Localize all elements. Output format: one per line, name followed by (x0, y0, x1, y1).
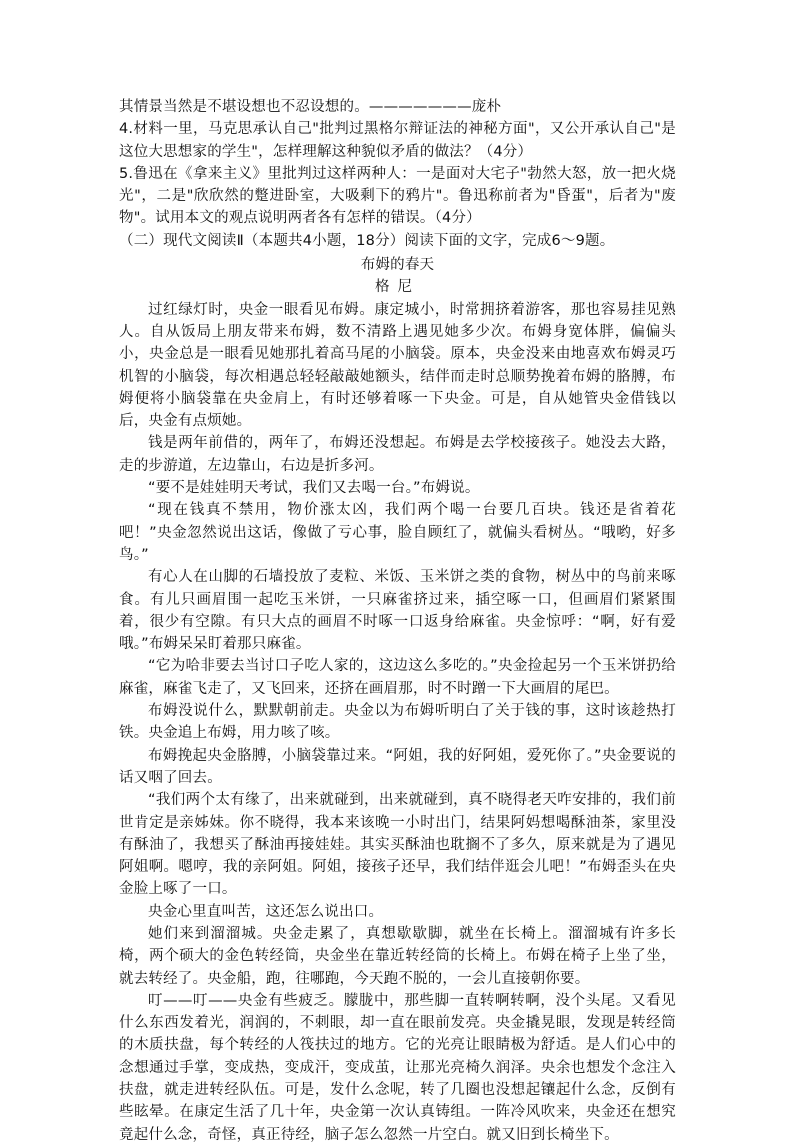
paragraph: 她们来到溜溜城。央金走累了，真想歇歇脚，就坐在长椅上。溜溜城有许多长椅，两个硕大的金色转经筒，央金坐在靠近转经筒的长椅上。布姆在椅子上坐了坐，就去转经了。央金船，跑，往哪跑，今天跑不脱的，一会儿直接朝你要。 (119, 925, 676, 987)
section-heading: （二）现代文阅读Ⅱ（本题共4小题，18分）阅读下面的文字，完成6～9题。 (119, 232, 615, 249)
paragraph: “现在钱真不禁用，物价涨太凶，我们两个喝一台要几百块。钱还是省着花吧！”央金忽然说出这话，像做了亏心事，脸自顾红了，就偏头看树丛。“哦哟，好多鸟。” (119, 502, 676, 563)
story-author: 格尼 (375, 279, 420, 296)
paragraph: “要不是娃娃明天考试，我们又去喝一台。”布姆说。 (148, 480, 480, 497)
paragraph: 有心人在山脚的石墙投放了麦粒、米饭、玉米饼之类的食物，树丛中的鸟前来啄食。有儿只画眉围一起吃玉米饼，一只麻雀挤过来，插空啄一口，但画眉们紧紧围着，很少有空隙。有只大点的画眉不时啄一口返身给麻雀。央金惊呼：“啊，好有爱哦。”布姆呆呆盯着那只麻雀。 (119, 569, 676, 653)
question-4: 4.材料一里，马克思承认自己"批判过黑格尔辩证法的神秘方面"，又公开承认自己"是这位大思想家的学生"，怎样理解这种貌似矛盾的做法？（4分） (119, 121, 676, 160)
paragraph: 央金心里直叫苦，这还怎么说出口。 (148, 903, 384, 920)
paragraph: “我们两个太有缘了，出来就碰到，出来就碰到，真不晓得老天咋安排的，我们前世肯定是亲姊妹。你不晓得，我本来该晚一小时出门，结果阿妈想喝酥油茶，家里没有酥油了，我想买了酥油再接娃娃。其实买酥油也耽搁不了多久，原来就是为了遇见阿姐啊。嗯哼，我的亲阿姐。阿姐，接孩子还早，我们结伴逛会儿吧！”布姆歪头在央金脸上啄了一口。 (119, 792, 676, 898)
document-page (119, 96, 676, 1146)
paragraph: “它为哈非要去当讨口子吃人家的，这边这么多吃的。”央金捡起另一个玉米饼扔给麻雀，麻雀飞走了，又飞回来，还挤在画眉那，时不时蹭一下大画眉的尾巴。 (119, 658, 676, 697)
text-line: 其情景当然是不堪设想也不忍设想的。———————庞朴 (119, 99, 502, 115)
story-title: 布姆的春天 (360, 257, 435, 274)
paragraph: 过红绿灯时，央金一眼看见布姆。康定城小，时常拥挤着游客，那也容易挂见熟人。自从饭局上朋友带来布姆，数不清路上遇见她多少次。布姆身宽体胖，偏偏头小，央金总是一眼看见她那扎着高马尾的小脑袋。原本，央金没来由地喜欢布姆灵巧机智的小脑袋，每次相遇总轻轻敲敲她额头，结伴而走时总顺势挽着布姆的胳膊，布姆便将小脑袋靠在央金肩上，有时还够着啄一下央金。可是，自从她管央金借钱以后，央金有点烦她。 (119, 301, 676, 430)
paragraph: 布姆没说什么，默默朝前走。央金以为布姆听明白了关于钱的事，这时该趁热打铁。央金追上布姆，用力咳了咳。 (119, 703, 676, 742)
paragraph: 叮——叮——央金有些疲乏。朦胧中，那些脚一直转啊转啊，没个头尾。又看见什么东西发着光，润润的，不刺眼，却一直在眼前发亮。央金撬晃眼，发现是转经筒的木质扶盘，每个转经的人筏扶过的地方。它的光亮让眼睛极为舒适。是人们心中的念想通过手掌，变成热，变成汗，变成茧，让那光亮椅久润泽。央余也想发个念注入扶盘，就走进转经队伍。可是，发什么念呢，转了几圈也没想起镶起什么念，反倒有些眩晕。在康定生活了几十年，央金第一次认真铸组。一阵冷风吹来，央金还在想究竟起什么念，奇怪，真正待经，脑子怎么忽然一片空白。就又旧到长椅坐下。 (119, 992, 676, 1143)
question-5: 5.鲁迅在《拿来主义》里批判过这样两种人：一是面对大宅子"勃然大怒，放一把火烧光"，二是"欣欣然的蹩进卧室，大吸剩下的鸦片"。鲁迅称前者为"昏蛋"，后者为"废物"。试用本文的观点说明两者各有怎样的错误。（4分） (119, 165, 676, 227)
paragraph: 布姆挽起央金胳膊，小脑袋靠过来。“阿姐，我的好阿姐，爱死你了。”央金要说的话又咽了回去。 (119, 747, 676, 786)
paragraph: 钱是两年前借的，两年了，布姆还没想起。布姆是去学校接孩子。她没去大路，走的步游道，左边靠山，右边是折多河。 (119, 435, 676, 474)
